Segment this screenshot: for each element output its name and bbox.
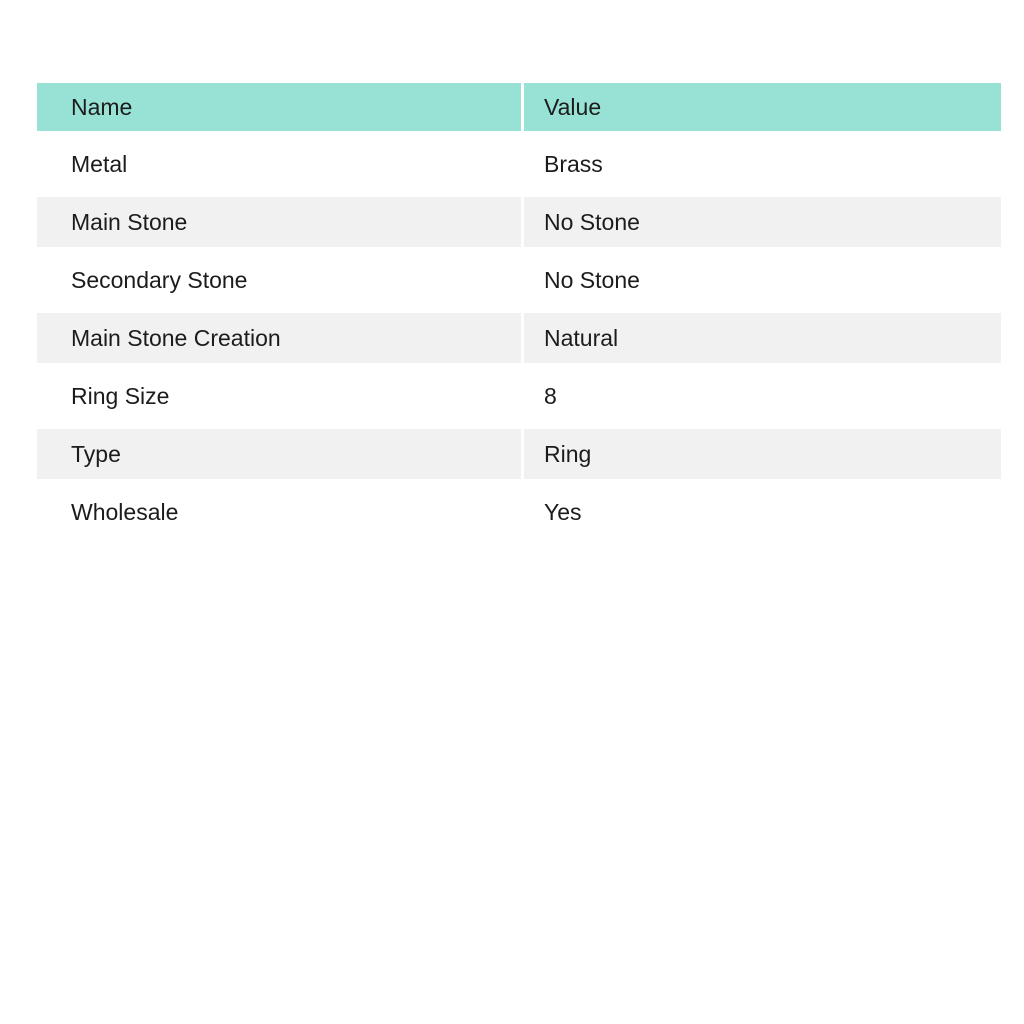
row-value-cell: Natural [521,313,1001,363]
header-cell-name: Name [37,83,521,131]
row-name-cell: Main Stone [71,208,188,235]
row-value-cell: No Stone [521,255,1001,305]
table-body [37,139,1001,537]
table-row [37,429,1001,479]
table-row [37,197,1001,247]
header-cell-value: Value [521,83,1001,131]
row-name-cell: Ring Size [71,382,170,409]
row-value-cell: 8 [521,371,1001,421]
row-name-cell: Secondary Stone [71,266,248,293]
row-name-cell: Wholesale [71,498,179,525]
table-header-row [37,83,1001,131]
row-value-cell: Yes [521,487,1001,537]
row-value-cell: No Stone [521,197,1001,247]
row-name-cell: Type [71,440,121,467]
row-value-cell: Ring [521,429,1001,479]
table-row [37,313,1001,363]
attributes-table [37,83,1001,537]
table-row [37,139,1001,189]
row-value-cell: Brass [521,139,1001,189]
table-row [37,371,1001,421]
table-row [37,255,1001,305]
row-name-cell: Main Stone Creation [71,324,281,351]
row-name-cell: Metal [71,150,128,177]
table-row [37,487,1001,537]
